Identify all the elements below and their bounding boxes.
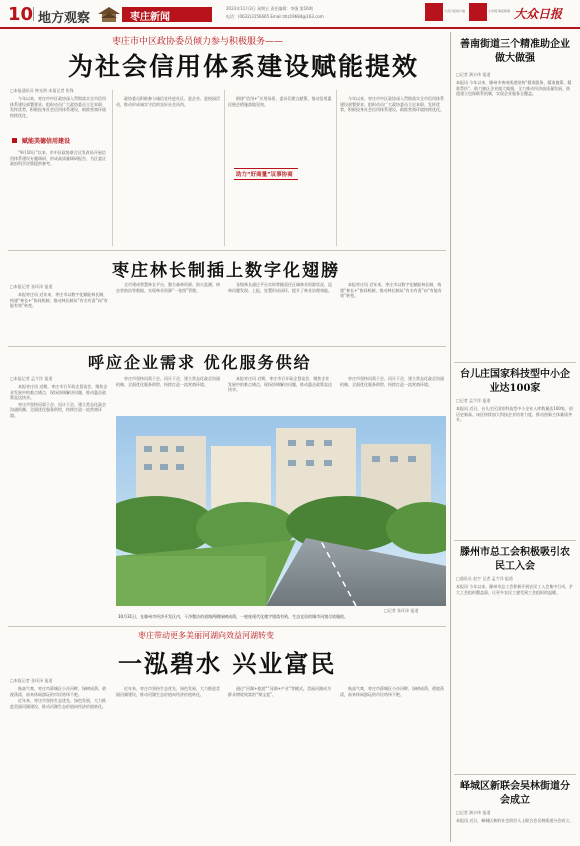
story4-col-1: 秋高气爽，枣庄市薛城区小沙河畔，绿树成荫、碧波荡漾，前来休闲游玩的市民络绎不绝。 近年来，枣庄市坚持生态优先、绿色发展，大力推进美丽河湖建设，推动河湖生态价值向经济价值转化。 — [10, 686, 106, 709]
sidebar-byline-1: □记者 满丰伟 报道 — [456, 72, 491, 77]
section-rule — [8, 346, 446, 347]
masthead — [0, 0, 580, 28]
section-divider — [33, 7, 34, 21]
story4-col-3: 通过“河湖+旅游”“河湖+产业”等模式，美丽河湖成为群众增收致富的“聚宝盆”。 — [228, 686, 331, 697]
lead-byline: □本报通讯员 钟光明 本报记者 张锋 — [10, 88, 74, 93]
column-divider — [336, 90, 337, 246]
subhead-marker — [12, 138, 17, 143]
masthead-rule — [0, 27, 580, 29]
story2-col-3: 各级林长通过平台实时掌握责任区域林业资源状况，巡林问题发现、上报、处置形成闭环，提升了林业治理效能。 — [228, 282, 332, 293]
sidebar-headline-3: 滕州市总工会积极吸引农民工入会 — [460, 547, 570, 572]
qr-code-icon — [469, 3, 487, 21]
story2-col-4: 本报枣庄讯 近年来，枣庄市以数字化赋能林长制，构建“林长+”协同机制，推动林长制从“有名有责”向“有能有效”转变。 — [340, 282, 442, 299]
sidebar-rule — [454, 774, 576, 775]
photo-credit: □记者 张环泽 报道 — [384, 608, 419, 613]
story3-byline: □本报记者 孟令洋 报道 — [10, 376, 53, 381]
inset-title: 助力“好商量”议事协商 — [236, 172, 293, 178]
lead-subhead: 赋能美德信用建设 — [12, 136, 106, 146]
story2-col-2: 全市建成智慧林长平台，整合森林资源、防火监测、病虫害防治等数据，实现林业资源“一张图”管理。 — [116, 282, 220, 293]
story3-col-4: 枣庄市坚持问需于企、问计于企，建立常态化政企沟通机制，全面优化服务供给，持续打造一流营商环境。 — [340, 376, 444, 387]
sidebar-body-1: 本报讯 今年以来，滕州市善南街道坚持“精准服务、精准施策、精准帮扶”，助力辖区企业做大做强，全力推动经济高质量发展。街道建立包保联系机制，实现企业服务全覆盖。 — [456, 80, 572, 97]
story3-headline: 呼应企业需求 优化服务供给 — [88, 353, 312, 372]
photo-caption: 10月31日，在滕州市经济开发区内，干净整洁的道路两侧绿树成荫，一座座现代化楼宇错落有致，生态宜居的城市风貌尽收眼底。 — [118, 614, 349, 619]
story2-col-1: 本报枣庄讯 近年来，枣庄市以数字化赋能林长制，构建“林长+”协同机制，推动林长制从“有名有责”向“有能有效”转变。 — [10, 292, 108, 309]
news-photo — [116, 416, 446, 606]
story2-byline: □本报记者 张环泽 报道 — [10, 284, 53, 289]
lead-headline: 为社会信用体系建设赋能提效 — [68, 52, 420, 81]
sidebar-byline-4: □记者 满丰伟 报道 — [456, 810, 491, 815]
sidebar-headline-2: 台儿庄国家科技型中小企业达100家 — [460, 369, 570, 394]
sidebar-headline-1: 善南街道三个精准助企业做大做强 — [460, 39, 570, 64]
band-title: 枣庄新闻 — [130, 12, 170, 23]
qr-label-2: 大众网·海报新闻 — [488, 9, 510, 13]
story3-col-2: 枣庄市坚持问需于企、问计于企，建立常态化政企沟通机制，全面优化服务供给，持续打造一流营商环境。 — [116, 376, 220, 387]
story4-byline: □本报记者 张环泽 报道 — [10, 678, 53, 683]
lead-body-col-1: 今年以来，枣庄市中区政协深入贯彻落实全市信用体系建设部署要求，组织动员广大政协委员立足本职、发挥优势，积极投身社会信用体系建设，助推营商环境持续优化。 — [10, 96, 106, 118]
story2-headline: 枣庄林长制插上数字化翅膀 — [112, 261, 340, 281]
section-rule — [8, 626, 446, 627]
lead-kicker: 枣庄市中区政协委员倾力参与积极服务—— — [112, 37, 284, 47]
story3-col-1: 本报枣庄讯 近期，枣庄市召开政企恳谈会，聚焦企业发展中的难点堵点，现场协调解决问题，推动惠企政策直达快享。 枣庄市坚持问需于企、问计于企，建立常态化政企沟通机制，全面优化服务供给，持续打造一流营商环境。 — [10, 384, 108, 418]
sidebar-rule — [454, 540, 576, 541]
contact-line: 电话：(0632)3156665 Email:zhz19684@163.com — [226, 14, 324, 19]
date-line: 2023年11月3日 星期五 责任编辑：李强 第16期 — [226, 6, 313, 11]
section-rule — [8, 250, 446, 251]
lead-body-col-2: 政协委员积极参与诚信宣传进社区、进企业、进校园活动，推动形成诚实守信的良好社会风尚。 — [116, 96, 220, 107]
section-title: 地方观察 — [38, 11, 91, 26]
column-divider — [112, 90, 113, 246]
sidebar-byline-3: □通讯员 赵宇 记者 孟令洋 报道 — [456, 576, 513, 581]
page-number: 10 — [8, 4, 34, 25]
newspaper-logo: 大众日报 — [514, 7, 563, 21]
column-divider — [224, 90, 225, 246]
lead-body-col-1b: “9月10日”以来，市中区政协联合区发改局开展信用体系建设专题调研，形成高质量调研报告，为区委区政府科学决策提供参考。 — [10, 150, 106, 167]
qr-label-1: 大众日报客户端 — [444, 9, 466, 13]
qr-code-icon — [425, 3, 443, 21]
story4-col-2: 近年来，枣庄市坚持生态优先、绿色发展，大力推进美丽河湖建设，推动河湖生态价值向经济价值转化。 — [116, 686, 220, 697]
pagoda-icon — [96, 4, 122, 24]
sidebar-byline-2: □记者 孟令洋 报道 — [456, 398, 491, 403]
sidebar-body-3: 本报讯 今年以来，滕州市总工会积极开展农民工入会集中行动，扩大工会组织覆盖面，让更多农民工感受到工会组织的温暖。 — [456, 584, 574, 595]
sidebar-rule — [454, 362, 576, 363]
story4-headline: 一泓碧水 兴业富民 — [118, 649, 337, 678]
sidebar-divider — [450, 32, 451, 842]
sidebar-headline-4: 峄城区新联会吴林街道分会成立 — [460, 781, 570, 806]
sidebar-body-2: 本报讯 近日，台儿庄区国家科技型中小企业入库数量达100家，创历史新高。该区持续加大科技企业培育力度，推动创新主体量质齐升。 — [456, 406, 573, 423]
story4-col-4: 秋高气爽，枣庄市薛城区小沙河畔，绿树成荫、碧波荡漾，前来休闲游玩的市民络绎不绝。 — [340, 686, 444, 697]
lead-body-col-3: 围绕“信用+”应用场景，委员们建言献策，推动信用惠民便企措施落地见效。 — [228, 96, 332, 107]
sidebar-body-4: 本报讯 近日，峄城区新的社会阶层人士联合会吴林街道分会成立。 — [456, 818, 574, 823]
story3-col-3: 本报枣庄讯 近期，枣庄市召开政企恳谈会，聚焦企业发展中的难点堵点，现场协调解决问题，推动惠企政策直达快享。 — [228, 376, 332, 393]
lead-body-col-4: 今年以来，枣庄市中区政协深入贯彻落实全市信用体系建设部署要求，组织动员广大政协委员立足本职、发挥优势，积极投身社会信用体系建设，助推营商环境持续优化。 — [340, 96, 444, 113]
story4-kicker: 枣庄带动更多美丽河湖向效益河湖转变 — [138, 631, 274, 640]
